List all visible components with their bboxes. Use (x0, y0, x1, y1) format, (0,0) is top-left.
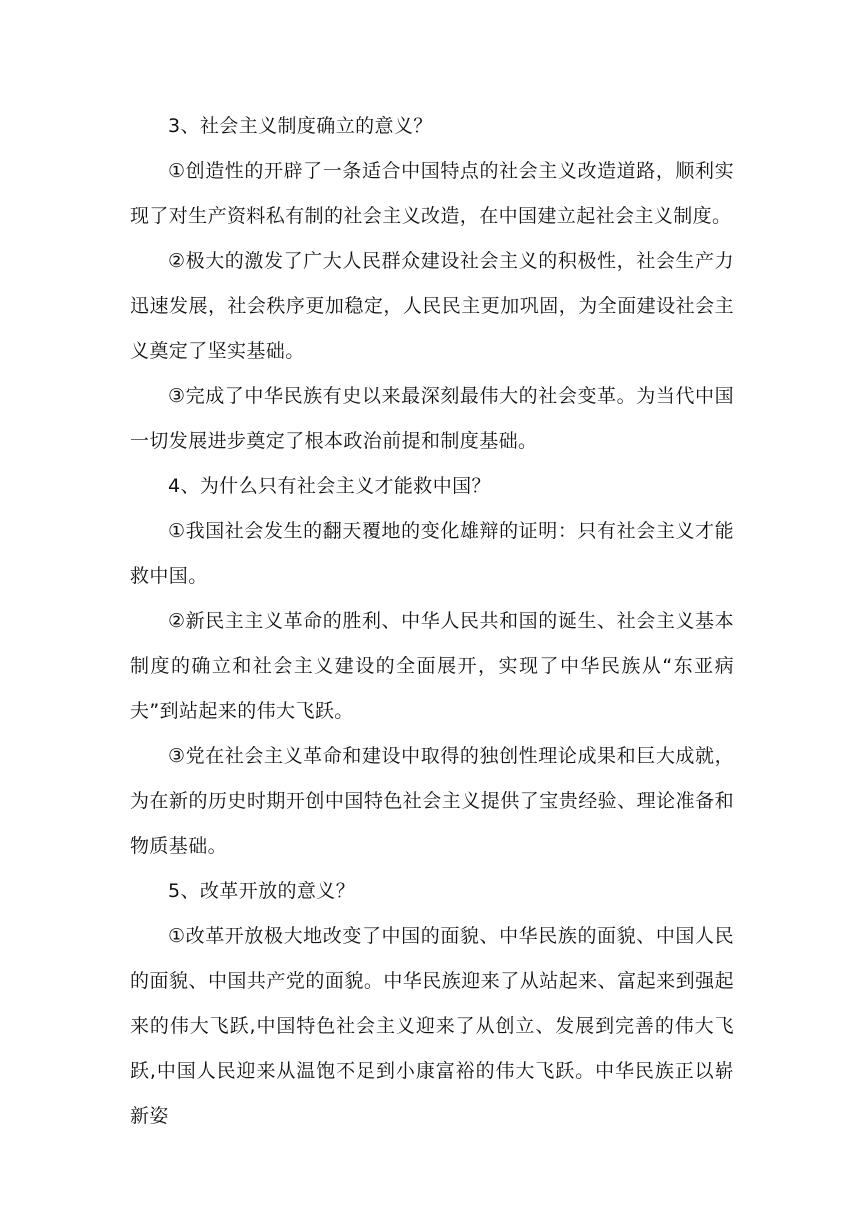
section-heading-4: 4、为什么只有社会主义才能救中国？ (168, 475, 491, 497)
section-3-paragraph-2: ②极大的激发了广大人民群众建设社会主义的积极性，社会生产力迅速发展，社会秩序更加稳定，人民民主更加巩固，为全面建设社会主义奠定了坚实基础。 (130, 250, 734, 362)
section-3-paragraph-1: ①创造性的开辟了一条适合中国特点的社会主义改造道路，顺利实现了对生产资料私有制的社会主义改造，在中国建立起社会主义制度。 (130, 160, 734, 227)
section-4-paragraph-1: ①我国社会发生的翻天覆地的变化雄辩的证明：只有社会主义才能救中国。 (130, 520, 734, 587)
section-3-paragraph-3: ③完成了中华民族有史以来最深刻最伟大的社会变革。为当代中国一切发展进步奠定了根本政治前提和制度基础。 (130, 385, 734, 452)
section-5-paragraph-1: ①改革开放极大地改变了中国的面貌、中华民族的面貌、中国人民的面貌、中国共产党的面貌。中华民族迎来了从站起来、富起来到强起来的伟大飞跃,中国特色社会主义迎来了从创立、发展到完善的伟大飞跃,中国人民迎来从温饱不足到小康富裕的伟大飞跃。中华民族正以崭新姿 (130, 925, 734, 1127)
document-body (130, 104, 734, 1139)
section-heading-3: 3、社会主义制度确立的意义？ (168, 115, 433, 137)
section-4-paragraph-2: ②新民主主义革命的胜利、中华人民共和国的诞生、社会主义基本制度的确立和社会主义建设的全面展开，实现了中华民族从“东亚病夫”到站起来的伟大飞跃。 (130, 610, 734, 722)
section-heading-5: 5、改革开放的意义？ (168, 880, 356, 902)
section-4-paragraph-3: ③党在社会主义革命和建设中取得的独创性理论成果和巨大成就，为在新的历史时期开创中国特色社会主义提供了宝贵经验、理论准备和物质基础。 (130, 745, 734, 857)
